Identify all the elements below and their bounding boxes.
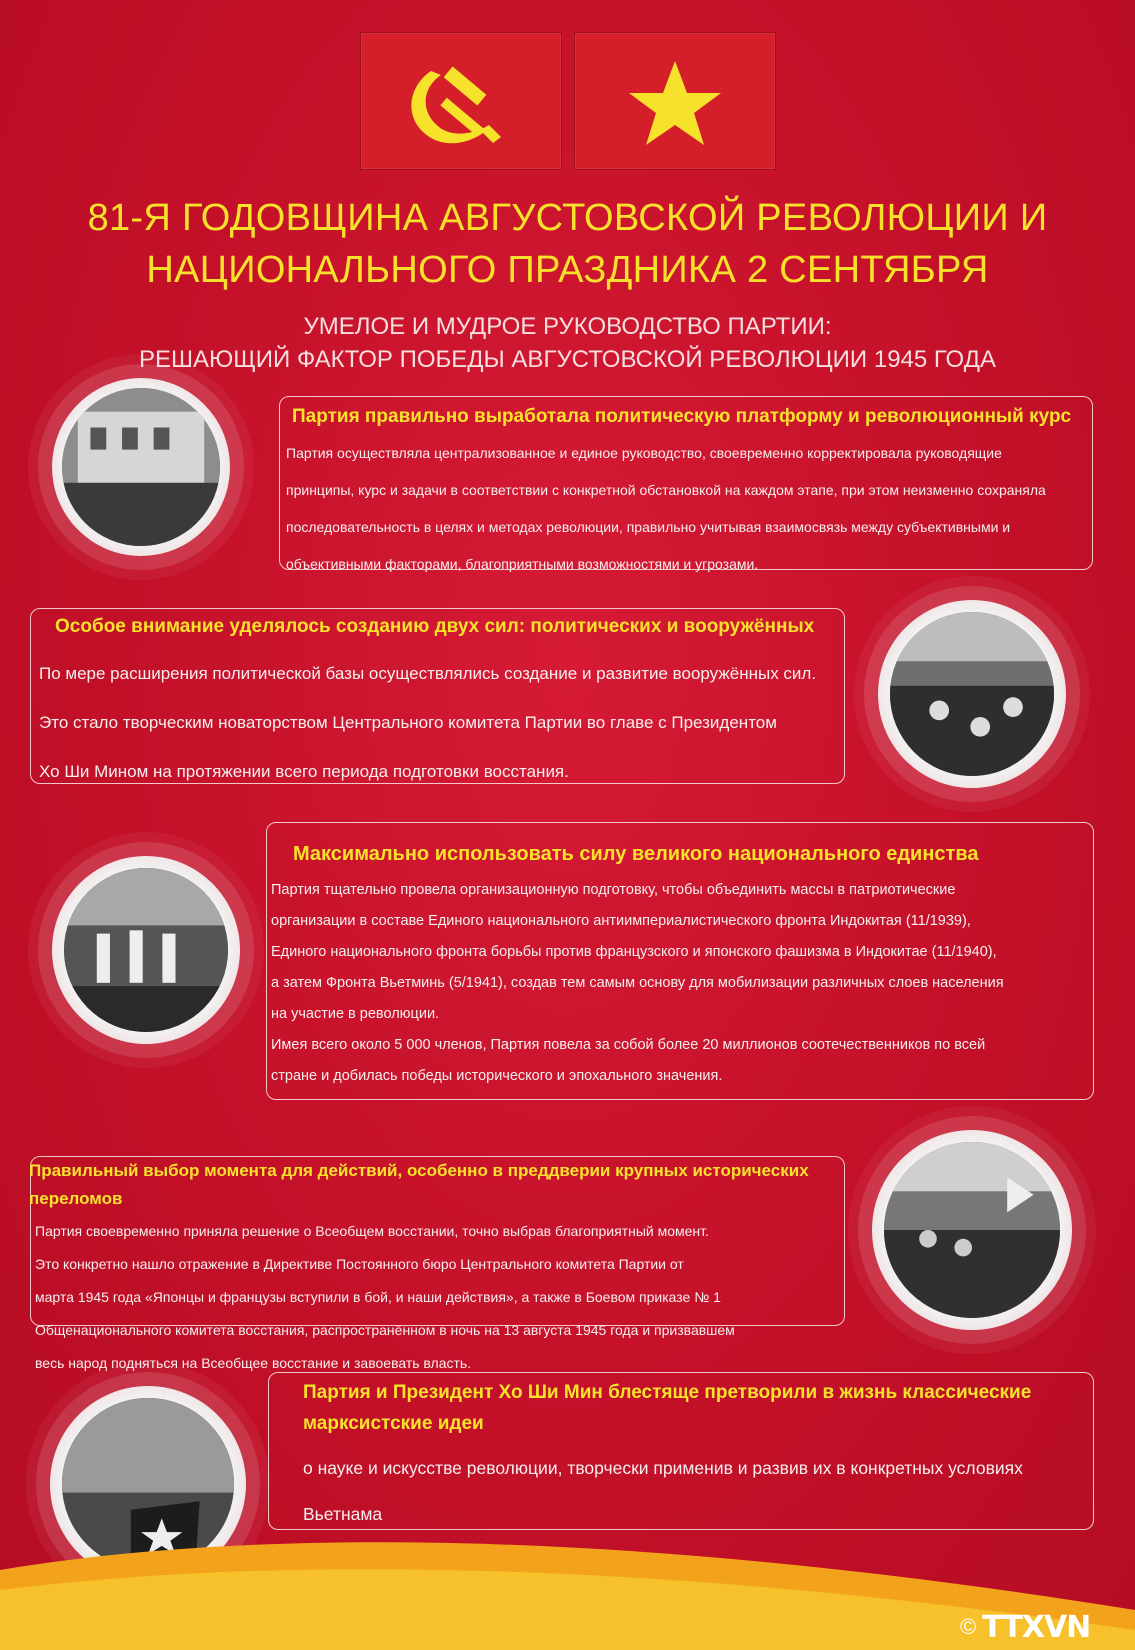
agency-logo [960, 1609, 1100, 1645]
section-1-body: Партия осуществляла централизованное и единое руководство, своевременно корректировала руководящие принципы, курс и задачи в соответствии с конкретной обстановкой на каждом этапе, при этом неизменно сохраняла последовательность в целях и методах революции, правильно учитывая взаимосвязь между субъективными и объективными факторами, благоприятными возможностями и угрозами. [286, 445, 1046, 572]
section-3-body: Партия тщательно провела организационную подготовку, чтобы объединить массы в патриотические организации в составе Единого национального антиимпериалистического фронта Индокитая (11/1939), Единого национального фронта борьбы против французского и японского фашизма в Индокитае (11/1940), а затем Фронта Вьетминь (5/1941), создав тем самым основу для мобилизации различных слоев населения на участие в революции. Имея всего около 5 000 членов, Партия повела за собой более 20 миллионов соотечественников по всей стране и добилась победы исторического и эпохального значения. [271, 882, 1004, 1084]
photo-2-image [890, 612, 1054, 776]
photo-3-image [64, 868, 228, 1032]
main-title-line-2: НАЦИОНАЛЬНОГО ПРАЗДНИКА 2 СЕНТЯБРЯ [146, 249, 989, 291]
subtitle-line-2: РЕШАЮЩИЙ ФАКТОР ПОБЕДЫ АВГУСТОВСКОЙ РЕВОЛЮЦИИ 1945 ГОДА [139, 346, 996, 373]
section-5-body: о науке и искусстве революции, творчески применив и развив их в конкретных условиях Вьетнама [303, 1458, 1023, 1524]
section-2-body: По мере расширения политической базы осуществлялись создание и развитие вооружённых сил. Это стало творческим новаторством Центрального комитета Партии во главе с Президентом Хо Ши Мином на протяжении всего периода подготовки восстания. [39, 664, 817, 781]
star-icon [575, 33, 775, 169]
logo-text: TTXVN [982, 1609, 1091, 1645]
section-1-title: Партия правильно выработала политическую платформу и революционный курс [292, 406, 1072, 427]
section-card-4 [29, 1156, 845, 1371]
subtitle [20, 310, 1115, 376]
party-flag [360, 32, 562, 170]
photo-4 [872, 1130, 1072, 1330]
photo-1-image [62, 388, 220, 546]
hammer-sickle-icon [361, 33, 561, 169]
section-4-body: Партия своевременно приняла решение о Всеобщем восстании, точно выбрав благоприятный момент. Это конкретно нашло отражение в Директиве Постоянного бюро Центрального комитета Партии от марта 1945 года «Японцы и французы вступили в бой, и наши действия», а также в Боевом приказе № 1 Общенационального комитета восстания, распространённом в ночь на 13 августа 1945 года и призвавшем весь народ подняться на Всеобщее восстание и завоевать власть. [35, 1223, 735, 1371]
section-card-2 [30, 608, 845, 784]
section-card-3 [266, 822, 1094, 1100]
photo-2 [878, 600, 1066, 788]
copyright-symbol: © [960, 1614, 977, 1639]
section-4-title: Правильный выбор момента для действий, особенно в преддверии крупных исторических переломов [29, 1161, 809, 1208]
section-card-5 [268, 1372, 1094, 1530]
national-flag [574, 32, 776, 170]
section-card-1 [279, 396, 1093, 570]
main-title [20, 192, 1115, 296]
photo-1 [52, 378, 230, 556]
photo-4-image [884, 1142, 1060, 1318]
section-3-title: Максимально использовать силу великого национального единства [293, 843, 979, 865]
section-2-title: Особое внимание уделялось созданию двух сил: политических и вооружённых [55, 616, 815, 637]
main-title-line-1: 81-Я ГОДОВЩИНА АВГУСТОВСКОЙ РЕВОЛЮЦИИ И [87, 197, 1048, 239]
subtitle-line-1: УМЕЛОЕ И МУДРОЕ РУКОВОДСТВО ПАРТИИ: [303, 313, 832, 340]
section-5-title: Партия и Президент Хо Ши Мин блестяще претворили в жизнь классические марксистские идеи [303, 1382, 1032, 1434]
photo-3 [52, 856, 240, 1044]
